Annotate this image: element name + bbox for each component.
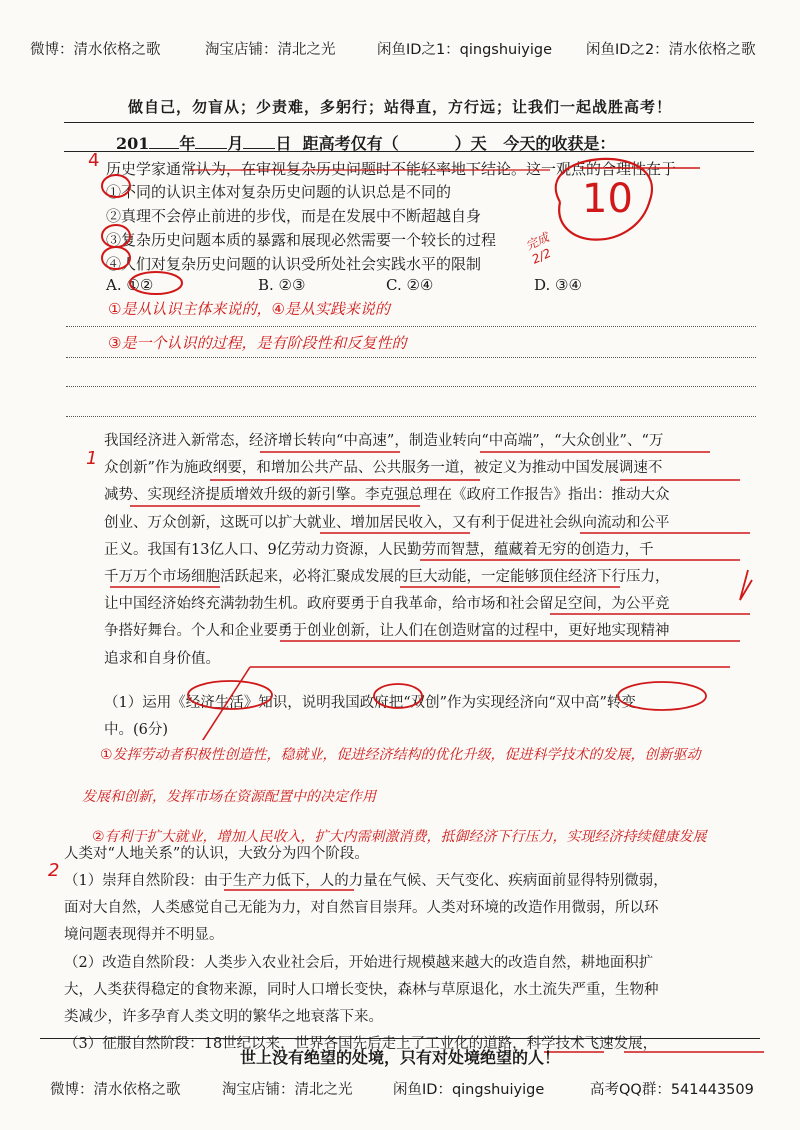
passage2-line: 创业、万众创新，这既可以扩大就业、增加居民收入，又有利于促进社会纵向流动和公平 xyxy=(104,514,670,531)
passage3-line: 类减少，许多孕育人类文明的繁华之地衰落下来。 xyxy=(64,1008,383,1025)
footer-qq: 高考QQ群：541443509 xyxy=(590,1082,754,1098)
option-a: A. ①② xyxy=(106,276,154,294)
red-pen-marks-q3 xyxy=(64,868,764,1058)
passage3-intro: 人类对“人地关系”的认识，大致分为四个阶段。 xyxy=(64,846,369,862)
header-xianyu2: 闲鱼ID之2：清水依格之歌 xyxy=(586,42,756,58)
circle-mark-1 xyxy=(102,175,130,197)
statement-2: ②真理不会停止前进的步伐，而是在发展中不断超越自身 xyxy=(106,207,482,225)
passage2-line: 正义。我国有13亿人口、9亿劳动力资源，人民勤劳而智慧，蕴藏着无穷的创造力，千 xyxy=(104,541,654,558)
circle-mark-3 xyxy=(102,225,130,247)
passage2-line: 争搭好舞台。个人和企业要勇于创业创新，让人们在创造财富的过程中，更好地实现精神 xyxy=(104,623,670,640)
footer-weibo: 微博：清水依格之歌 xyxy=(50,1082,181,1098)
passage3-line: （1）崇拜自然阶段：由于生产力低下，人的力量在气候、天气变化、疾病面前显得特别微弱， xyxy=(64,873,668,889)
footer-taobao: 淘宝店铺：清北之光 xyxy=(222,1082,353,1098)
passage2-line: 我国经济进入新常态，经济增长转向“中高速”，制造业转向“中高端”，“大众创业”、“万 xyxy=(104,433,664,449)
harvest-label: 今天的收获是： xyxy=(503,134,616,153)
motto: 做自己，勿盲从；少责难，多躬行；站得直，方行远；让我们一起战胜高考！ xyxy=(127,98,672,116)
question1-stem: 历史学家通常认为，在审视复杂历史问题时不能轻率地下结论。这一观点的合理性在于 xyxy=(106,160,677,178)
footer-xianyu: 闲鱼ID：qingshuiyige xyxy=(393,1082,545,1098)
answer-circle xyxy=(130,272,182,294)
passage3-line: 境问题表现得并不明显。 xyxy=(64,927,224,944)
score-q1: 10 xyxy=(582,176,633,222)
motto-rule xyxy=(64,122,754,123)
option-b: B. ②③ xyxy=(258,276,306,294)
header-xianyu1: 闲鱼ID之1：qingshuiyige xyxy=(377,42,552,58)
passage2-line: 众创新”作为施政纲要，和增加公共产品、公共服务一道，被定义为推动中国发展调速不 xyxy=(104,460,663,477)
header-weibo: 微博：清水依格之歌 xyxy=(30,42,161,58)
answer2-line-3: ②有利于扩大就业，增加人民收入，扩大内需刺激消费，抵御经济下行压力，实现经济持续健康发展 xyxy=(92,829,707,845)
option-c: C. ②④ xyxy=(386,276,434,294)
question-line-1: （1）运用《经济生活》知识，说明我国政府把“双创”作为实现经济向“双中高”转变 xyxy=(104,695,636,711)
statement-3: ③复杂历史问题本质的暴露和展现必然需要一个较长的过程 xyxy=(106,231,497,249)
answer2-line-1: ①发挥劳动者积极性创造性，稳就业，促进经济结构的优化升级，促进科学技术的发展，创新驱动 xyxy=(100,747,701,763)
answer2-line-2: 发展和创新，发挥市场在资源配置中的决定作用 xyxy=(82,789,376,805)
question-number: 4 xyxy=(88,150,100,171)
passage3-line: （2）改造自然阶段：人类步入农业社会后，开始进行规模越来越大的改造自然，耕地面积扩 xyxy=(64,954,654,971)
passage3-line: 大，人类获得稳定的食物来源，同时人口增长变快，森林与草原退化，水土流失严重，生物种 xyxy=(64,981,659,998)
footer-rule xyxy=(40,1038,760,1039)
passage3-line: 面对大自然，人类感觉自己无能为力，对自然盲目崇拜。人类对环境的改造作用微弱，所以环 xyxy=(64,900,659,917)
passage3-line: （3）征服自然阶段：18世纪以来，世界各国先后走上了工业化的道路，科学技术飞速发展， xyxy=(64,1036,658,1053)
passage2-line: 千万万个市场细胞活跃起来，必将汇聚成发展的巨大动能，一定能够顶住经济下行压力， xyxy=(104,568,670,585)
side-note: 完成 2/2 xyxy=(523,230,554,267)
note-line-2: ③是一个认识的过程，是有阶段性和反复性的 xyxy=(108,334,407,352)
circle-mark-4 xyxy=(102,247,130,269)
header-taobao: 淘宝店铺：清北之光 xyxy=(205,42,336,58)
statement-1: ①不同的认识主体对复杂历史问题的认识总是不同的 xyxy=(106,183,452,201)
red-pen-marks-q2 xyxy=(100,430,780,740)
question-line-2: 中。(6分) xyxy=(104,722,169,739)
statement-4: ④人们对复杂历史问题的认识受所处社会实践水平的限制 xyxy=(106,255,482,273)
passage2-line: 让中国经济始终充满勃勃生机。政府要勇于自我革命，给市场和社会留足空间，为公平竞 xyxy=(104,596,670,613)
passage2-line: 追求和自身价值。 xyxy=(104,650,220,667)
passage2-line: 减势、实现经济提质增效升级的新引擎。李克强总理在《政府工作报告》指出：推动大众 xyxy=(104,487,670,504)
mark-q3: 2 xyxy=(48,860,60,881)
date-line: 201 年 月 日 距高考仅有（ ）天 今天的收获是： xyxy=(116,134,616,153)
mark-q2: 1 xyxy=(86,448,98,469)
option-d: D. ③④ xyxy=(534,276,582,294)
footer-motto: 世上没有绝望的处境，只有对处境绝望的人！ xyxy=(239,1048,560,1067)
date-year: 201 xyxy=(116,134,150,153)
countdown-label: 距高考仅有（ xyxy=(302,134,399,153)
note-line-1: ①是从认识主体来说的，④是从实践来说的 xyxy=(108,300,390,318)
